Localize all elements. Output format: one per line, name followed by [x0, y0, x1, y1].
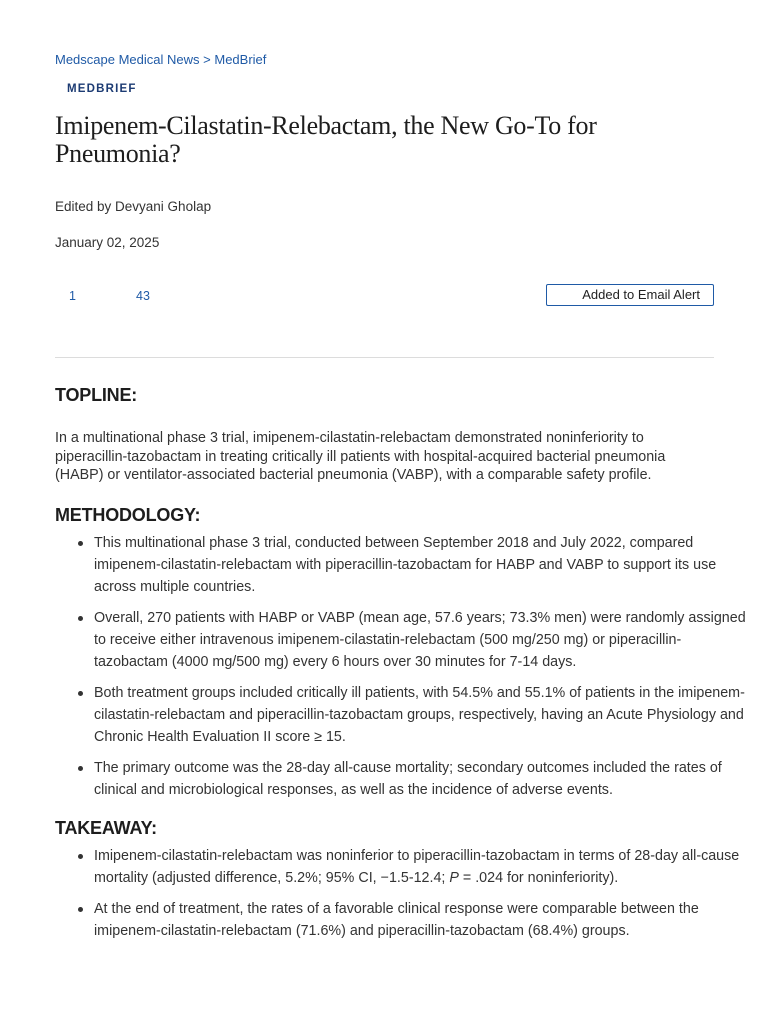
divider	[55, 357, 714, 358]
topline-heading: TOPLINE:	[55, 385, 138, 405]
takeaway-text: = .024 for noninferiority).	[458, 870, 619, 886]
email-alert-button[interactable]: Added to Email Alert	[546, 284, 714, 306]
section-kicker: MEDBRIEF	[67, 83, 137, 95]
takeaway-list	[55, 845, 753, 951]
takeaway-heading: TAKEAWAY:	[55, 818, 157, 838]
topline-text: In a multinational phase 3 trial, imipenem-cilastatin-relebactam demonstrated noninferiority to piperacillin-tazobactam in treating critically ill patients with hospital-acquired bacterial pneumonia (HABP) or ventilator-associated bacterial pneumonia (VABP), with a comparable safety profile.	[55, 430, 666, 483]
page-title: Imipenem-Cilastatin-Relebactam, the New Go-To for Pneumonia?	[55, 111, 597, 168]
breadcrumb-link-medbrief[interactable]: MedBrief	[214, 52, 267, 67]
list-item: This multinational phase 3 trial, conducted between September 2018 and July 2022, compared imipenem-cilastatin-relebactam with piperacillin-tazobactam for HABP and VABP to support its use across multiple countries.	[94, 532, 753, 598]
list-item: Both treatment groups included critically ill patients, with 54.5% and 55.1% of patients in the imipenem-cilastatin-relebactam and piperacillin-tazobactam groups, respectively, having an Acute Physiology and Chronic Health Evaluation II score ≥ 15.	[94, 682, 753, 748]
breadcrumb-separator: >	[203, 52, 211, 67]
social-toolbar	[55, 289, 714, 309]
takeaway-text: Imipenem-cilastatin-relebactam was noninferior to piperacillin-tazobactam in terms of 28-day all-cause mortality (adjusted difference, 5.2%; 95% CI, −1.5-12.4;	[94, 848, 740, 886]
list-item	[94, 845, 753, 889]
methodology-heading: METHODOLOGY:	[55, 505, 201, 525]
methodology-list	[55, 532, 753, 810]
comment-count[interactable]: 43	[136, 289, 150, 303]
breadcrumb	[55, 52, 266, 67]
share-count[interactable]: 1	[69, 289, 76, 303]
p-value-symbol: P	[449, 870, 459, 886]
article-date: January 02, 2025	[55, 235, 160, 250]
list-item: Overall, 270 patients with HABP or VABP (mean age, 57.6 years; 73.3% men) were randomly assigned to receive either intravenous imipenem-cilastatin-relebactam (500 mg/250 mg) or piperacillin-tazobactam (4000 mg/500 mg) every 6 hours over 30 minutes for 7-14 days.	[94, 607, 753, 673]
article-byline: Edited by Devyani Gholap	[55, 199, 212, 214]
list-item: The primary outcome was the 28-day all-cause mortality; secondary outcomes included the rates of clinical and microbiological responses, as well as the incidence of adverse events.	[94, 757, 753, 801]
breadcrumb-link-medscape-news[interactable]: Medscape Medical News	[55, 52, 200, 67]
list-item: At the end of treatment, the rates of a favorable clinical response were comparable between the imipenem-cilastatin-relebactam (71.6%) and piperacillin-tazobactam (68.4%) groups.	[94, 898, 753, 942]
